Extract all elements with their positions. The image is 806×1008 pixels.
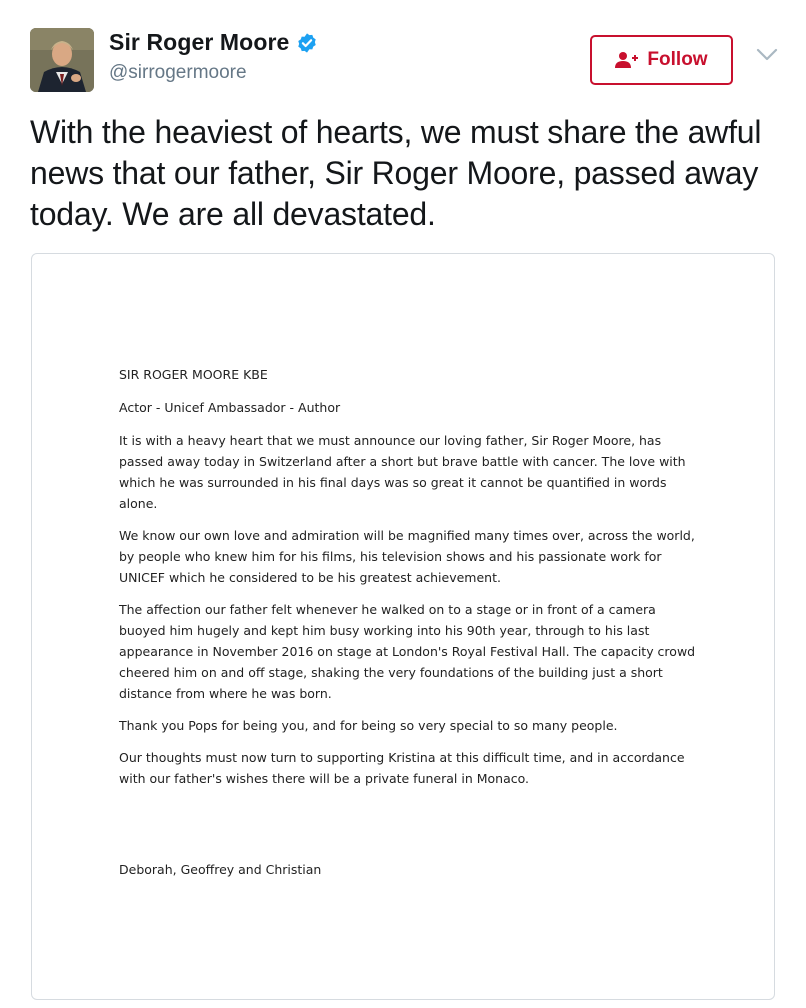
chevron-down-icon[interactable] — [756, 48, 778, 62]
add-user-icon — [615, 51, 639, 69]
statement-paragraph: Our thoughts must now turn to supporting Kristina at this difficult time, and in accordance with our father's wishes there will be a private funeral in Monaco. — [119, 750, 685, 786]
follow-button[interactable] — [590, 35, 733, 85]
statement-subtitle: Actor - Unicef Ambassador - Author — [119, 400, 341, 415]
verified-badge-icon — [296, 32, 318, 54]
name-row — [109, 29, 318, 56]
avatar[interactable] — [30, 28, 94, 92]
display-name[interactable]: Sir Roger Moore — [109, 29, 290, 55]
statement-document — [119, 364, 699, 891]
statement-signature: Deborah, Geoffrey and Christian — [119, 862, 322, 877]
user-handle[interactable]: @sirrogermoore — [109, 62, 247, 83]
tweet-media-image[interactable] — [31, 253, 775, 1000]
statement-paragraph: It is with a heavy heart that we must announce our loving father, Sir Roger Moore, has passed away today in Switzerland after a short but brave battle with cancer. The love with which he was surrounded in his final days was so great it cannot be quantified in words alone. — [119, 433, 686, 511]
statement-paragraph: The affection our father felt whenever he walked on to a stage or in front of a camera buoyed him hugely and kept him busy working into his 90th year, through to his last appearance in November 2016 on stage at London's Royal Festival Hall. The capacity crowd cheered him on and off stage, shaking the very foundations of the building just a short distance from where he was born. — [119, 602, 696, 701]
tweet-text: With the heaviest of hearts, we must share the awful news that our father, Sir Roger Moore, passed away today. We are all devastated. — [30, 114, 762, 232]
statement-paragraph: Thank you Pops for being you, and for being so very special to so many people. — [119, 718, 618, 733]
profile-photo-icon — [30, 28, 94, 92]
statement-paragraph: We know our own love and admiration will be magnified many times over, across the world, by people who knew him for his films, his television shows and his passionate work for UNICEF which he considered to be his greatest achievement. — [119, 528, 695, 585]
follow-label: Follow — [647, 49, 708, 70]
statement-title: SIR ROGER MOORE KBE — [119, 367, 268, 382]
